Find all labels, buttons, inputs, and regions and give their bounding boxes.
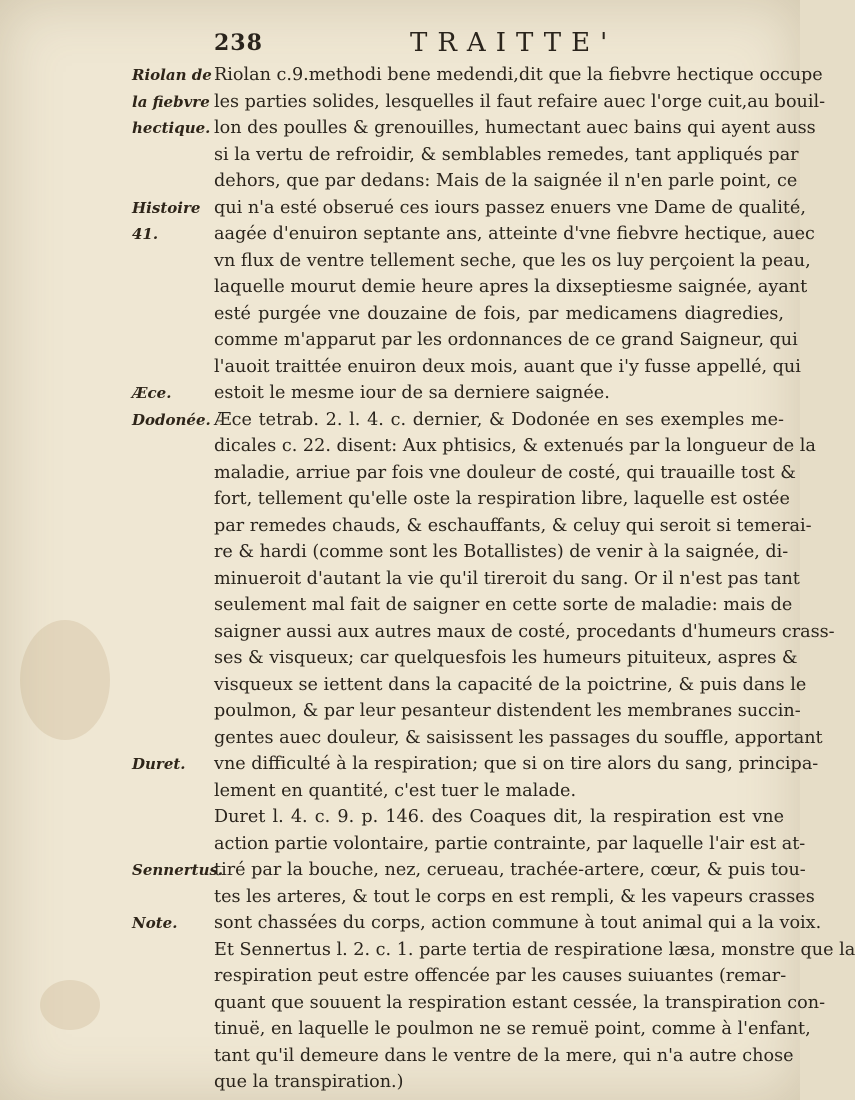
text-line: poulmon, & par leur pesanteur distendent les membranes succin-	[214, 701, 801, 721]
text-line: esté purgée vne douzaine de fois, par medicamens diagredies,	[214, 303, 784, 324]
margin-note: Dodonée.	[132, 410, 211, 429]
text-line: respiration peut estre offencée par les causes suiuantes (remar-	[214, 966, 787, 986]
text-line: comme m'apparut par les ordonnances de ce grand Saigneur, qui	[214, 330, 798, 350]
text-line: dicales c. 22. disent: Aux phtisics, & extenués par la longueur de la	[214, 436, 816, 456]
text-line: saigner aussi aux autres maux de costé, procedants d'humeurs crass-	[214, 621, 835, 642]
text-line: lon des poulles & grenouilles, humectant auec bains qui ayent auss	[214, 118, 816, 138]
text-line: Et Sennertus l. 2. c. 1. parte tertia de respiratione læsa, monstre que la	[214, 939, 855, 960]
running-title: TRAITTE'	[410, 28, 618, 58]
text-line: estoit le mesme iour de sa derniere saignée.	[214, 383, 610, 403]
margin-note: la fiebvre	[132, 92, 210, 111]
text-line: laquelle mourut demie heure apres la dixseptiesme saignée, ayant	[214, 277, 808, 297]
margin-note: Sennertus.	[132, 861, 224, 879]
text-line: maladie, arriue par fois vne douleur de costé, qui trauaille tost &	[214, 462, 796, 483]
text-line: tinuë, en laquelle le poulmon ne se remuë point, comme à l'enfant,	[214, 1019, 811, 1039]
margin-note: Note.	[132, 914, 178, 932]
text-line: re & hardi (comme sont les Botallistes) de venir à la saignée, di-	[214, 542, 789, 562]
text-line: minueroit d'autant la vie qu'il tireroit du sang. Or il n'est pas tant	[214, 568, 800, 589]
margin-note: Duret.	[132, 755, 186, 773]
text-line: les parties solides, lesquelles il faut refaire auec l'orge cuit,au bouil-	[214, 91, 826, 112]
text-line: par remedes chauds, & eschauffants, & celuy qui seroit si temerai-	[214, 515, 812, 536]
text-line: tes les arteres, & tout le corps en est rempli, & les vapeurs crasses	[214, 886, 815, 907]
text-line: gentes auec douleur, & saisissent les passages du souffle, apportant	[214, 727, 823, 748]
text-line: dehors, que par dedans: Mais de la saignée il n'en parle point, ce	[214, 171, 798, 191]
margin-note: Æce.	[132, 384, 172, 402]
text-line: sont chassées du corps, action commune à tout animal qui a la voix.	[214, 913, 822, 933]
text-line: vn flux de ventre tellement seche, que les os luy perçoient la peau,	[214, 250, 811, 271]
margin-note: hectique.	[132, 119, 211, 137]
text-line: ses & visqueux; car quelquesfois les humeurs pituiteux, aspres &	[214, 648, 798, 668]
margin-note: 41.	[132, 225, 159, 243]
text-line: Duret l. 4. c. 9. p. 146. des Coaques dit, la respiration est vne	[214, 807, 784, 827]
text-line: action partie volontaire, partie contrainte, par laquelle l'air est at-	[214, 833, 806, 854]
text-line: seulement mal fait de saigner en cette sorte de maladie: mais de	[214, 595, 793, 615]
page-stain	[40, 980, 100, 1030]
text-line: quant que souuent la respiration estant cessée, la transpiration con-	[214, 992, 826, 1013]
margin-note: Riolan de	[132, 66, 212, 84]
text-line: fort, tellement qu'elle oste la respiration libre, laquelle est ostée	[214, 489, 790, 509]
text-line: si la vertu de refroidir, & semblables remedes, tant appliqués par	[214, 144, 799, 165]
body-text	[214, 62, 855, 1096]
text-line: visqueux se iettent dans la capacité de la poictrine, & puis dans le	[214, 674, 807, 695]
text-line: vne difficulté à la respiration; que si on tire alors du sang, principa-	[214, 754, 819, 774]
page-header	[210, 22, 770, 56]
page-number: 238	[214, 30, 263, 56]
text-line: aagée d'enuiron septante ans, atteinte d'vne fiebvre hectique, auec	[214, 224, 815, 244]
text-line: Æce tetrab. 2. l. 4. c. dernier, & Dodonée en ses exemples me-	[214, 409, 784, 430]
text-line: tant qu'il demeure dans le ventre de la mere, qui n'a autre chose	[214, 1045, 794, 1066]
text-line: tiré par la bouche, nez, cerueau, trachée-artere, cœur, & puis tou-	[214, 860, 806, 880]
text-line: Riolan c.9.methodi bene medendi,dit que la fiebvre hectique occupe	[214, 65, 823, 85]
text-line: l'auoit traittée enuiron deux mois, auant que i'y fusse appellé, qui	[214, 356, 801, 377]
text-line: que la transpiration.)	[214, 1072, 404, 1092]
page-stain	[20, 620, 110, 740]
margin-note: Histoire	[132, 198, 201, 217]
text-line: lement en quantité, c'est tuer le malade.	[214, 780, 577, 801]
text-line: qui n'a esté obserué ces iours passez enuers vne Dame de qualité,	[214, 197, 806, 218]
